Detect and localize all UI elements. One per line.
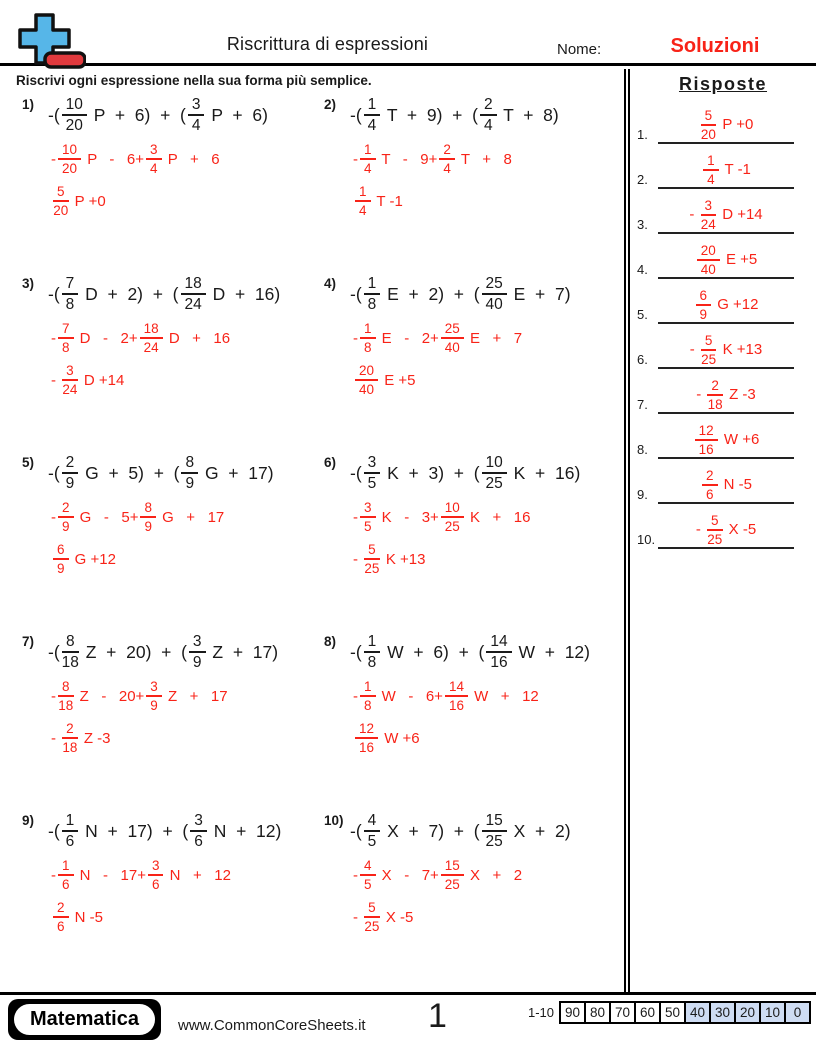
math-text: W +6 [380,729,420,747]
fraction: $\frac{5}{25}$ [364,899,380,934]
problem-number: 2) [324,97,337,112]
math-text: G +12 [70,550,116,568]
math-text: Z -3 [79,729,111,747]
answer-value [658,468,794,502]
fraction: $\frac{1}{4}$ [364,96,381,135]
fraction: $\frac{1}{4}$ [360,142,376,176]
fraction: $\frac{1}{6}$ [62,812,79,851]
solution-result-line [353,361,618,399]
name-label: Nome: [557,41,602,58]
solution-work-line [353,319,618,357]
problem-number: 4) [324,276,337,291]
math-text: D - 2+ [75,329,138,347]
solution-work-line [51,677,316,715]
fraction: $\frac{2}{18}$ [62,720,78,755]
fraction: $\frac{12}{16}$ [355,721,378,755]
solution-result-line [353,540,618,578]
answer-value [658,198,794,232]
fraction: $\frac{14}{16}$ [486,633,511,672]
math-text: T -1 [372,192,403,210]
score-range-label: 1-10 [527,1005,554,1020]
score-cell-20: 20 [734,1001,761,1024]
fraction: $\frac{18}{24}$ [140,321,163,355]
math-text: - [51,508,56,526]
score-cell-40: 40 [684,1001,711,1024]
problem-7 [14,631,316,810]
fraction: $\frac{10}{20}$ [62,96,87,135]
problem-expression [48,631,316,673]
fraction: $\frac{10}{25}$ [482,454,507,493]
score-cell-0: 0 [784,1001,811,1024]
website-url: www.CommonCoreSheets.it [178,1017,366,1034]
answer-row-3 [630,189,816,234]
problem-number: 6) [324,455,337,470]
problem-number: 9) [22,813,35,828]
fraction: $\frac{3}{5}$ [360,500,376,534]
math-text: D + 16) [207,283,281,304]
fraction: $\frac{25}{40}$ [482,275,507,314]
math-text: -( [350,641,362,662]
fraction: $\frac{3}{6}$ [148,858,164,892]
footer [0,992,816,1056]
math-text: P +0 [718,116,754,134]
solution-result-line [51,182,316,220]
math-text: N -5 [70,908,104,926]
fraction: $\frac{3}{24}$ [700,197,716,232]
fraction: $\frac{5}{20}$ [700,107,716,142]
problem-lines [48,452,316,578]
math-text: E + 2) + ( [382,283,480,304]
fraction: $\frac{3}{6}$ [190,812,207,851]
instruction-text: Riscrivi ogni espressione nella sua forma più semplice. [16,73,372,88]
problem-number: 10) [324,813,344,828]
math-text: -( [48,462,60,483]
math-text: -( [350,104,362,125]
math-text: P +0 [70,192,106,210]
answer-number: 9. [637,487,648,502]
answer-value [658,108,794,142]
solution-result-line [51,898,316,936]
problem-4 [316,273,618,452]
math-text: - [353,508,358,526]
answers-title: Risposte [678,74,768,94]
problem-lines [350,273,618,399]
math-text: T + 9) + ( [382,104,478,125]
math-text: E +5 [721,251,758,269]
problem-lines [350,94,618,220]
math-text: -( [48,283,60,304]
math-text: E - 2+ [377,329,439,347]
answer-row-5 [630,279,816,324]
problem-number: 3) [22,276,35,291]
fraction: $\frac{1}{8}$ [360,321,376,355]
answer-value [658,153,794,187]
math-text: - [353,150,358,168]
problem-expression [48,452,316,494]
answer-number: 5. [637,307,648,322]
math-text: X -5 [381,908,414,926]
problem-expression [350,94,618,136]
fraction: $\frac{18}{24}$ [181,275,206,314]
fraction: $\frac{3}{9}$ [146,679,162,713]
answer-number: 2. [637,172,648,187]
math-text: - [353,687,358,705]
problem-3 [14,273,316,452]
solution-work-line [353,140,618,178]
solution-work-line [51,856,316,894]
math-text: P + 6) [206,104,268,125]
math-text: Z + 17) [207,641,279,662]
math-text: K + 3) + ( [382,462,480,483]
problem-expression [350,273,618,315]
math-text: X + 7) + ( [382,820,480,841]
problem-lines [48,273,316,399]
answer-row-10 [630,504,816,549]
fraction: $\frac{1}{4}$ [355,184,371,218]
math-text: - [51,371,61,389]
answer-row-6 [630,324,816,369]
math-text: D + 2) + ( [80,283,179,304]
math-text: D +14 [79,371,125,389]
solution-work-line [51,319,316,357]
math-text: K +13 [718,341,763,359]
problems-grid [0,94,624,989]
math-text: T - 9+ [377,150,438,168]
problem-number: 7) [22,634,35,649]
math-text: -( [350,462,362,483]
score-strip [528,1001,811,1024]
fraction: $\frac{1}{4}$ [703,153,719,187]
problem-1 [14,94,316,273]
solution-result-line [353,898,618,936]
math-text: D + 16 [164,329,231,347]
fraction: $\frac{6}{9}$ [53,542,69,576]
answer-value [658,423,794,457]
fraction: $\frac{2}{18}$ [707,377,723,412]
math-text: P - 6+ [83,150,145,168]
fraction: $\frac{4}{5}$ [360,858,376,892]
problem-lines [48,810,316,936]
fraction: $\frac{5}{25}$ [707,512,723,547]
math-text: N + 17) + ( [80,820,189,841]
math-text: T + 8 [456,150,512,168]
fraction: $\frac{8}{9}$ [181,454,198,493]
fraction: $\frac{20}{40}$ [697,243,720,277]
problem-number: 5) [22,455,35,470]
math-text: - [353,550,363,568]
math-text: -( [350,820,362,841]
solution-result-line [51,719,316,757]
answer-value [658,513,794,547]
solution-work-line [353,498,618,536]
fraction: $\frac{4}{5}$ [364,812,381,851]
fraction: $\frac{8}{18}$ [58,678,74,713]
answer-value [658,378,794,412]
solution-work-line [353,856,618,894]
math-text: - [695,521,705,539]
brand-logo [8,999,161,1040]
answer-number: 3. [637,217,648,232]
fraction: $\frac{5}{25}$ [701,332,717,367]
answer-number: 8. [637,442,648,457]
math-text: G + 5) + ( [80,462,180,483]
math-text: K - 3+ [377,508,439,526]
fraction: $\frac{15}{25}$ [482,812,507,851]
math-text: N - 17+ [75,866,146,884]
solution-work-line [51,498,316,536]
fraction: $\frac{1}{8}$ [360,679,376,713]
score-cell-10: 10 [759,1001,786,1024]
problem-expression [48,810,316,852]
answer-row-9 [630,459,816,504]
fraction: $\frac{10}{20}$ [58,142,81,176]
math-text: N -5 [719,476,753,494]
fraction: $\frac{2}{9}$ [62,454,79,493]
math-text: K +13 [381,550,426,568]
problem-lines [350,631,618,757]
solutions-badge: Soluzioni [670,35,760,57]
solution-result-line [353,719,618,757]
math-text: W + 12) [513,641,590,662]
fraction: $\frac{2}{4}$ [480,96,497,135]
math-text: E + 7 [465,329,523,347]
math-text: T -1 [720,161,751,179]
solution-result-line [51,361,316,399]
fraction: $\frac{3}{4}$ [146,142,162,176]
header [0,0,816,66]
math-text: K + 16 [465,508,531,526]
fraction: $\frac{5}{25}$ [364,541,380,576]
math-text: Z -3 [724,386,756,404]
fraction: $\frac{12}{16}$ [695,423,718,457]
math-text: - [689,341,699,359]
problem-lines [350,452,618,578]
problems-column [0,69,624,992]
fraction: $\frac{7}{8}$ [62,275,79,314]
problem-2 [316,94,618,273]
math-text: P + 6) + ( [88,104,186,125]
math-text: E +5 [380,371,416,389]
math-text: Z + 20) + ( [80,641,187,662]
problem-9 [14,810,316,989]
answer-row-2 [630,144,816,189]
math-text: D +14 [718,206,763,224]
score-cell-30: 30 [709,1001,736,1024]
answer-value [658,243,794,277]
fraction: $\frac{6}{9}$ [696,288,712,322]
math-text: -( [48,820,60,841]
problem-expression [48,94,316,136]
answer-row-4 [630,234,816,279]
fraction: $\frac{1}{8}$ [364,275,381,314]
math-text: -( [48,641,60,662]
problem-expression [350,631,618,673]
math-text: G +12 [713,296,759,314]
fraction: $\frac{1}{6}$ [58,858,74,892]
score-cell-80: 80 [584,1001,611,1024]
math-text: W + 6) + ( [382,641,485,662]
fraction: $\frac{5}{20}$ [53,183,69,218]
math-text: - [51,329,56,347]
math-text: - [51,150,56,168]
problem-number: 1) [22,97,35,112]
math-text: X - 7+ [377,866,439,884]
fraction: $\frac{1}{8}$ [364,633,381,672]
math-text: - [689,206,699,224]
math-text: -( [350,283,362,304]
math-text: P + 6 [163,150,220,168]
brand-label: Matematica [14,1004,155,1035]
fraction: $\frac{3}{9}$ [189,633,206,672]
math-text: Z - 20+ [75,687,145,705]
answer-value [658,288,794,322]
problem-lines [48,631,316,757]
math-text: Z + 17 [163,687,228,705]
fraction: $\frac{14}{16}$ [445,679,468,713]
problem-8 [316,631,618,810]
score-cell-90: 90 [559,1001,586,1024]
answer-row-7 [630,369,816,414]
answer-number: 1. [637,127,648,142]
fraction: $\frac{20}{40}$ [355,363,378,397]
math-text: -( [48,104,60,125]
math-text: N + 12) [208,820,282,841]
math-text: - [51,729,61,747]
problem-lines [48,94,316,220]
fraction: $\frac{2}{9}$ [58,500,74,534]
math-text: X + 2) [508,820,571,841]
problem-5 [14,452,316,631]
math-text: - [353,866,358,884]
score-cell-70: 70 [609,1001,636,1024]
fraction: $\frac{7}{8}$ [58,321,74,355]
math-text: N + 12 [165,866,231,884]
math-text: - [51,687,56,705]
fraction: $\frac{2}{6}$ [702,468,718,502]
math-text: W - 6+ [377,687,443,705]
math-text: - [353,329,358,347]
fraction: $\frac{2}{6}$ [53,900,69,934]
solution-work-line [353,677,618,715]
fraction: $\frac{15}{25}$ [441,858,464,892]
fraction: $\frac{2}{4}$ [439,142,455,176]
answer-number: 4. [637,262,648,277]
fraction: $\frac{8}{18}$ [61,632,79,671]
math-text: E + 7) [508,283,571,304]
problem-10 [316,810,618,989]
problem-6 [316,452,618,631]
fraction: $\frac{3}{5}$ [364,454,381,493]
problem-number: 8) [324,634,337,649]
fraction: $\frac{8}{9}$ [140,500,156,534]
solution-result-line [51,540,316,578]
math-text: T + 8) [498,104,559,125]
answer-number: 10. [637,532,656,547]
answer-blank-line [658,547,794,549]
answers-column [624,69,816,992]
math-text: K + 16) [508,462,581,483]
problem-expression [48,273,316,315]
fraction: $\frac{10}{25}$ [441,500,464,534]
math-text: W +6 [719,431,760,449]
page-title: Riscrittura di espressioni [226,34,429,54]
math-text: G + 17 [157,508,225,526]
answer-row-8 [630,414,816,459]
math-text: W + 12 [469,687,539,705]
answer-number: 7. [637,397,648,412]
math-text: X + 2 [465,866,523,884]
answer-number: 6. [637,352,648,367]
content-area [0,69,816,992]
math-text: - [353,908,363,926]
solution-result-line [353,182,618,220]
fraction: $\frac{3}{4}$ [188,96,205,135]
answer-value [658,333,794,367]
solution-work-line [51,140,316,178]
fraction: $\frac{25}{40}$ [441,321,464,355]
math-text: X -5 [724,521,757,539]
page-number: 1 [428,997,447,1035]
problem-expression [350,810,618,852]
answer-row-1 [630,99,816,144]
fraction: $\frac{3}{24}$ [62,362,78,397]
score-cell-50: 50 [659,1001,686,1024]
math-text: - [696,386,706,404]
math-text: G + 17) [200,462,274,483]
math-text: G - 5+ [75,508,139,526]
problem-expression [350,452,618,494]
math-text: - [51,866,56,884]
score-cell-60: 60 [634,1001,661,1024]
problem-lines [350,810,618,936]
